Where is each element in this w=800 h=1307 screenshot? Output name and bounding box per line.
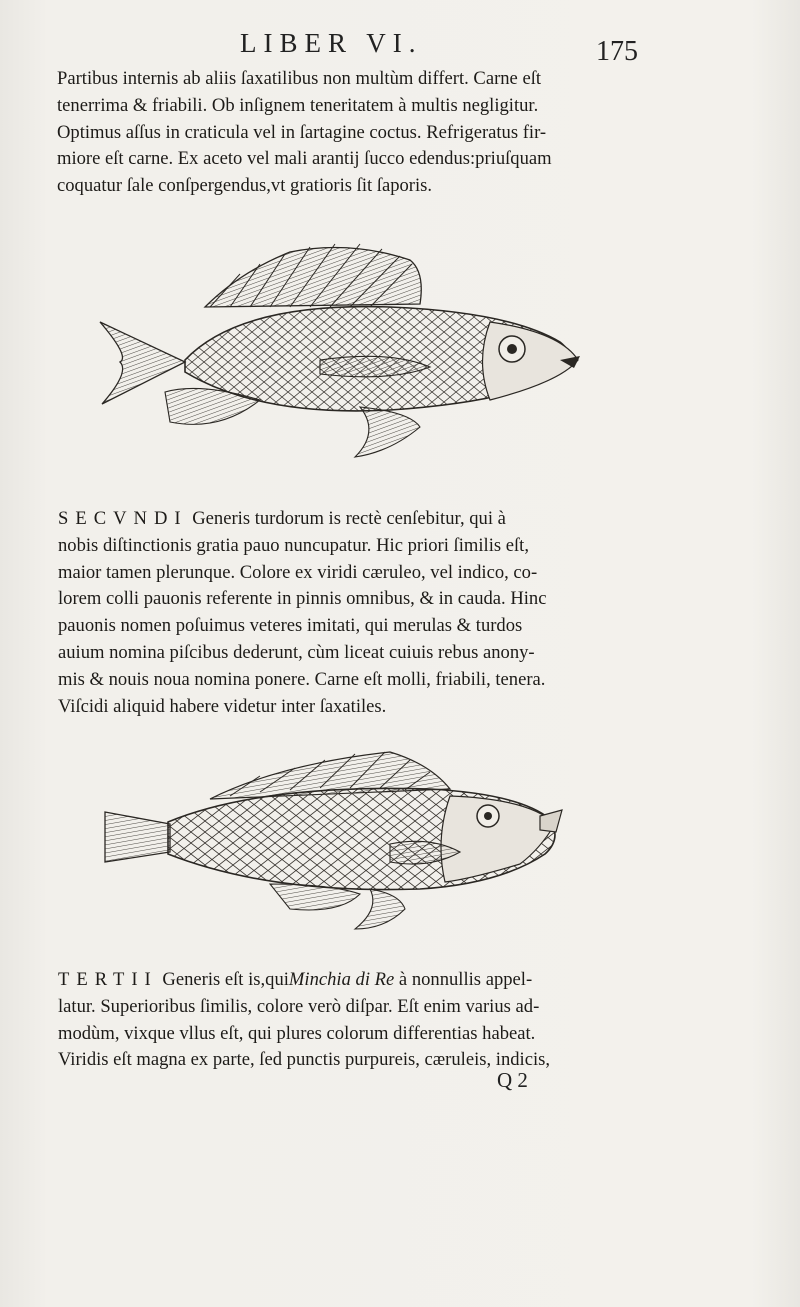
text-line: tenerrima & friabili. Ob inſignem teneritatem à multis negligitur.	[57, 94, 539, 116]
text-fragment: Generis turdorum is rectè cenſebitur, qui à	[192, 508, 506, 529]
italic-name: Minchia di Re	[288, 969, 395, 990]
signature-mark: Q 2	[497, 1068, 528, 1092]
fish-woodcut-icon	[90, 232, 590, 464]
running-head: LIBER VI.	[240, 28, 423, 58]
section-lead: TERTII	[58, 969, 158, 990]
fish-woodcut-icon	[100, 744, 570, 934]
page-number: 175	[596, 36, 638, 67]
text-line: miore eſt carne. Ex aceto vel mali arantij ſucco edendus:priuſquam	[57, 148, 552, 170]
text-line: Viridis eſt magna ex parte, ſed punctis purpureis, cæruleis, indicis,	[58, 1049, 551, 1071]
paragraph-1	[57, 66, 627, 200]
paragraph-2	[58, 506, 628, 720]
text-line: Optimus aſſus in craticula vel in ſartagine coctus. Refrigeratus fir-	[57, 121, 547, 143]
section-lead: SECVNDI	[58, 508, 188, 529]
text-line: pauonis nomen poſuimus veteres imitati, qui merulas & turdos	[58, 615, 523, 637]
text-line: maior tamen plerunque. Colore ex viridi cæruleo, vel indico, co-	[58, 561, 538, 583]
text-line: mis & nouis noua nomina ponere. Carne eſt molli, friabili, tenera.	[58, 668, 546, 690]
text-line: latur. Superioribus ſimilis, colore verò diſpar. Eſt enim varius ad-	[58, 995, 540, 1017]
text-line: auium nomina piſcibus dederunt, cùm liceat cuiuis rebus anony-	[58, 641, 535, 663]
text-line: nobis diſtinctionis gratia pauo nuncupatur. Hic priori ſimilis eſt,	[58, 534, 529, 556]
text-line: modùm, vixque vllus eſt, qui plures colorum differentias habeat.	[58, 1022, 536, 1044]
text-fragment: à nonnullis appel-	[398, 969, 533, 990]
text-line: Partibus internis ab aliis ſaxatilibus non multùm differt. Carne eſt	[57, 68, 542, 89]
text-line	[58, 506, 628, 533]
text-line: coquatur ſale conſpergendus,vt gratioris ſit ſaporis.	[57, 175, 433, 197]
paragraph-3	[58, 967, 628, 1074]
text-fragment: Generis eſt is,qui	[162, 969, 289, 990]
text-line: lorem colli pauonis referente in pinnis omnibus, & in cauda. Hinc	[58, 588, 547, 610]
text-line: Viſcidi aliquid habere videtur inter ſaxatiles.	[58, 695, 387, 717]
text-line	[58, 967, 628, 994]
